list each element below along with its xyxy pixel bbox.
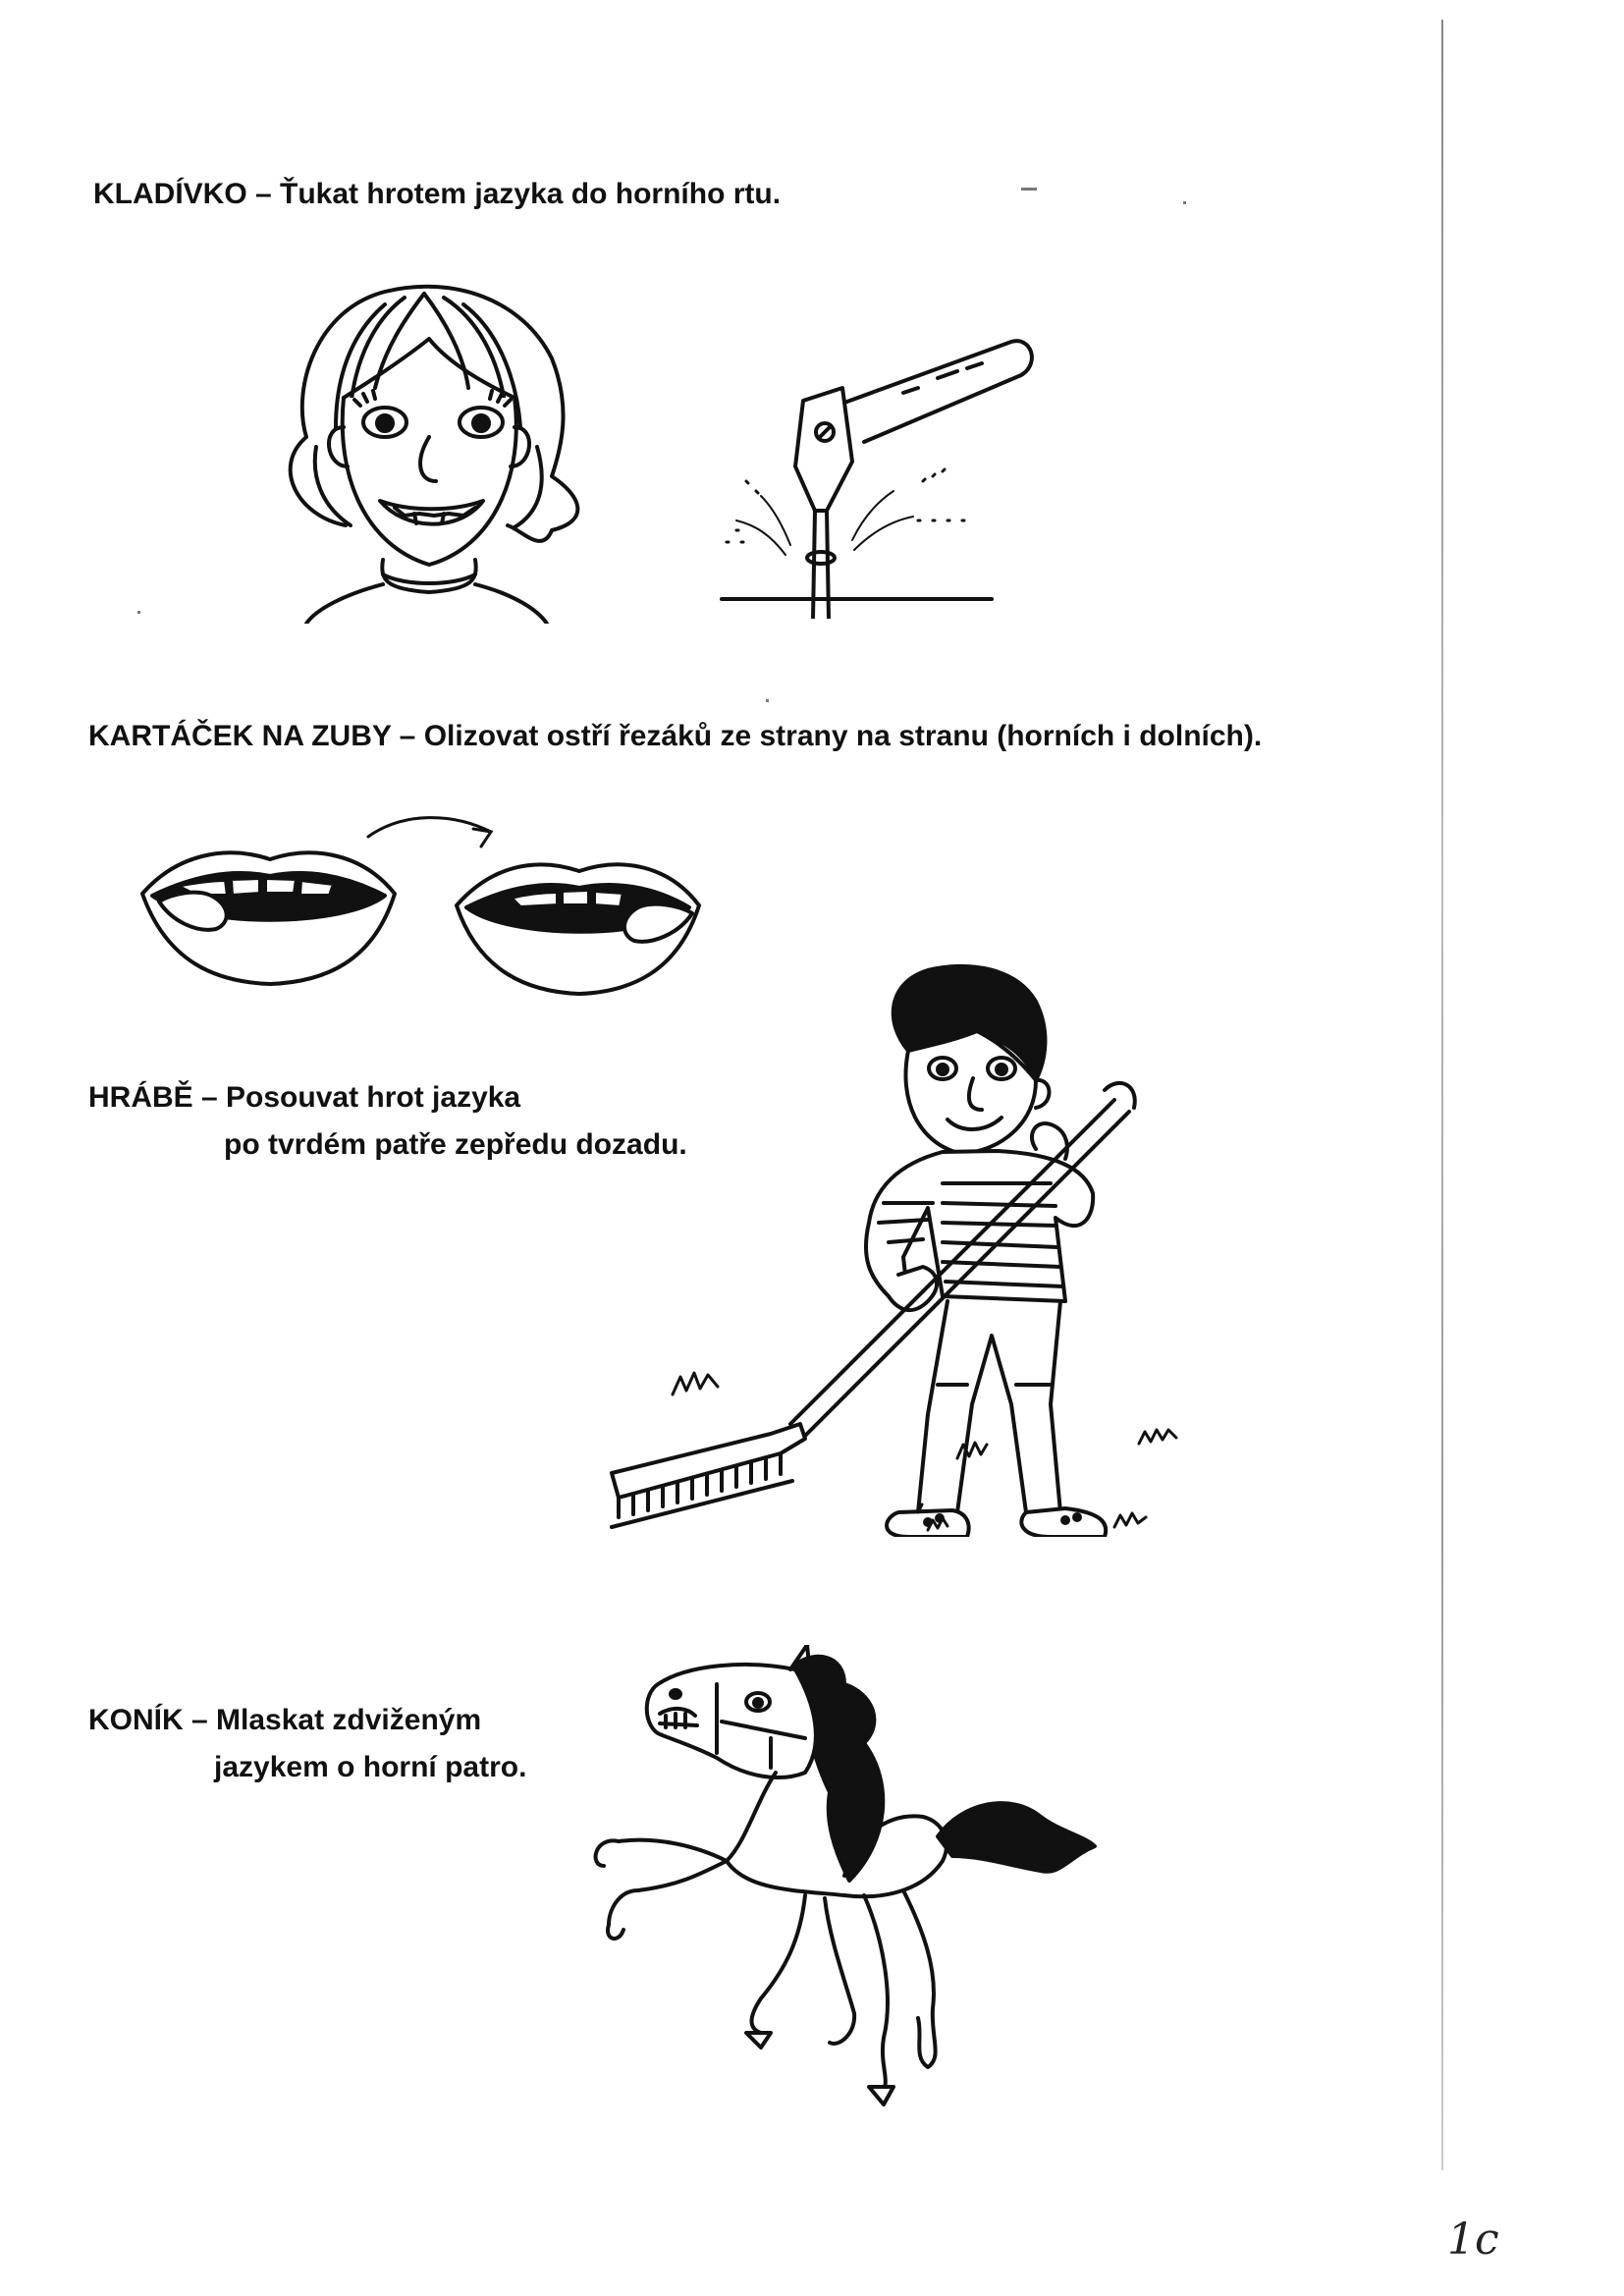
- scan-speck: [1183, 201, 1186, 204]
- page-edge-line: [1441, 20, 1443, 2170]
- exercise-description: Olizovat ostří řezáků ze strany na stranu (horních i dolních).: [423, 720, 1263, 752]
- exercise-kladivko-text: [93, 175, 781, 214]
- separator: –: [183, 1704, 217, 1736]
- separator: –: [391, 720, 424, 752]
- boy-with-rake-icon: [604, 962, 1213, 1537]
- separator: –: [246, 178, 281, 210]
- scan-speck: [1021, 188, 1037, 191]
- exercise-description-line2: jazykem o horní patro.: [214, 1751, 527, 1783]
- exercise-description-line2: po tvrdém patře zepředu dozadu.: [224, 1128, 687, 1161]
- scan-speck: [137, 611, 140, 614]
- hammer-icon: [717, 334, 1051, 619]
- exercise-konik-text-line2: [214, 1748, 526, 1787]
- exercise-description-line1: Mlaskat zdviženým: [216, 1704, 482, 1736]
- separator: –: [192, 1081, 227, 1114]
- page-number: 1c: [1447, 2214, 1499, 2265]
- lips-tongue-left-icon: [137, 835, 403, 992]
- rearing-horse-icon: [550, 1645, 1100, 2106]
- exercise-term: KLADÍVKO: [93, 178, 247, 210]
- scan-speck: [766, 699, 769, 702]
- exercise-term: HRÁBĚ: [88, 1081, 193, 1114]
- exercise-konik-text: [88, 1701, 481, 1740]
- girl-face-icon: [257, 280, 599, 624]
- exercise-description-line1: Posouvat hrot jazyka: [226, 1081, 521, 1114]
- exercise-description: Ťukat hrotem jazyka do horního rtu.: [280, 178, 782, 210]
- exercise-hrabe-text: [88, 1078, 520, 1118]
- exercise-term: KARTÁČEK NA ZUBY: [88, 720, 392, 752]
- exercise-term: KONÍK: [88, 1704, 184, 1736]
- exercise-kartacek-text: [88, 717, 1262, 756]
